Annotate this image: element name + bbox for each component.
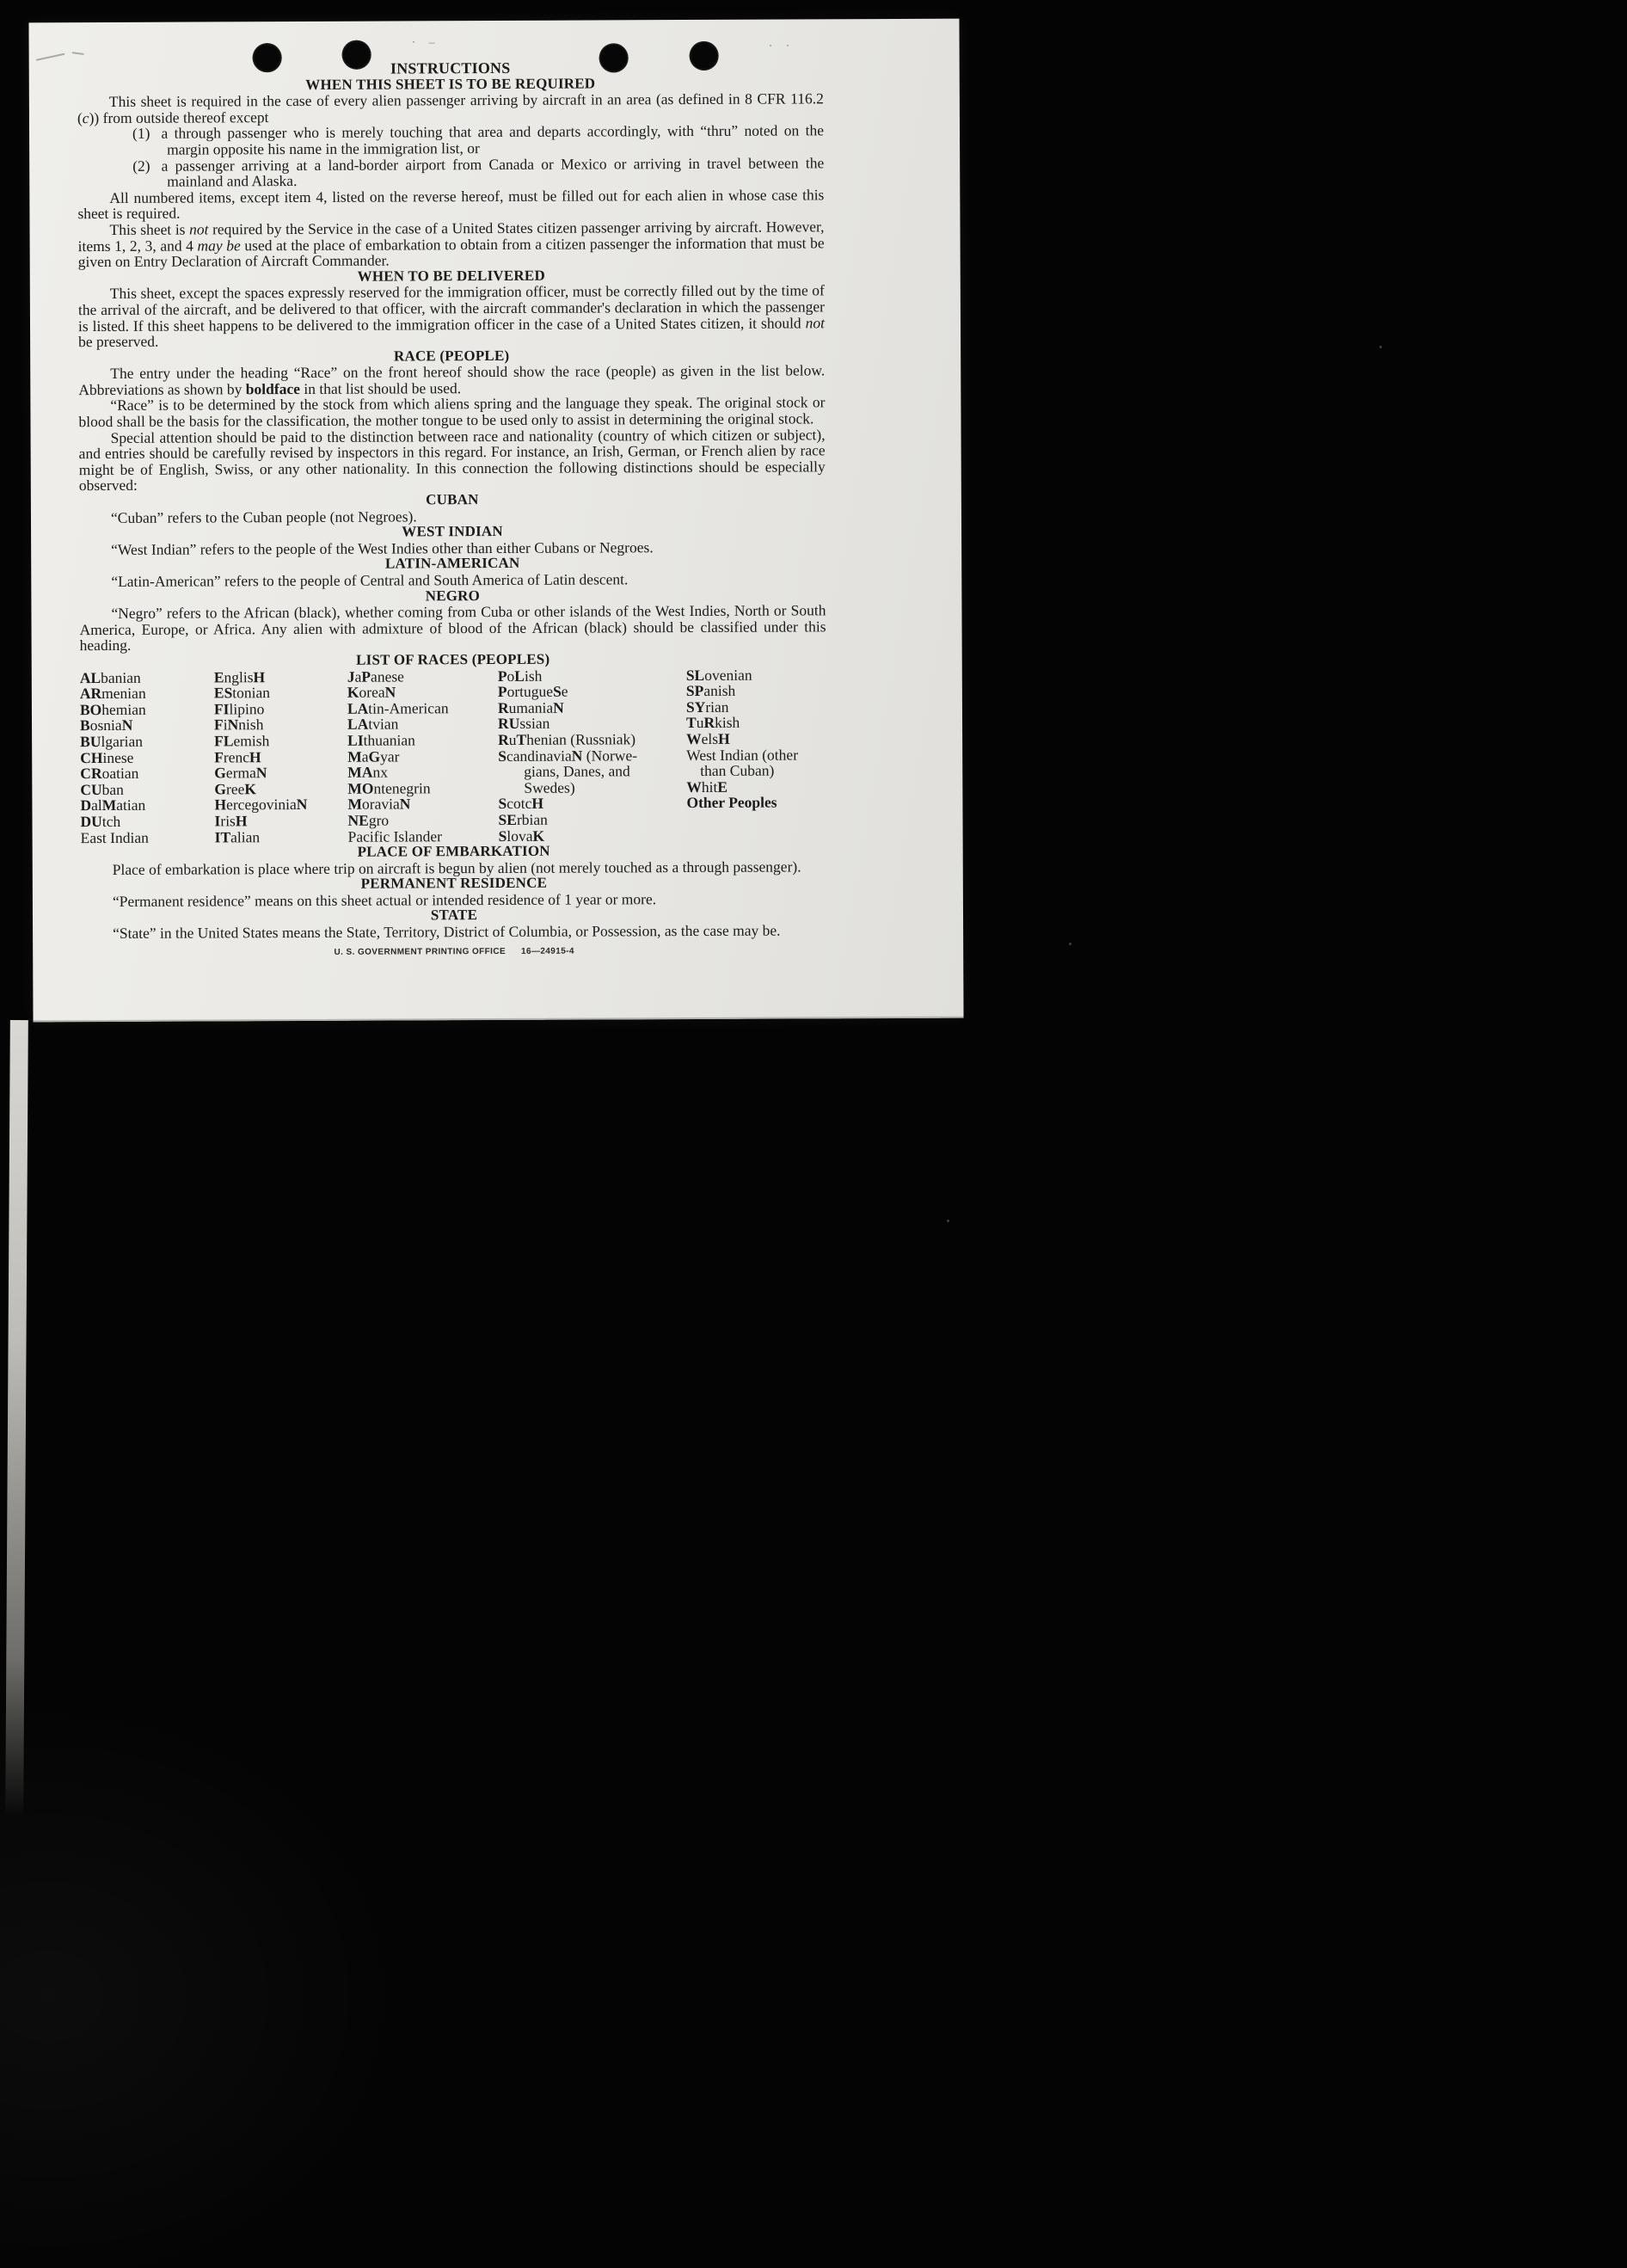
text-run: E [717,778,728,796]
text-run: N [399,795,411,813]
text-run: H [249,747,261,765]
text-run: may be [197,236,241,255]
race-entry [214,716,347,733]
paragraph [78,395,825,430]
text-run: This sheet is [109,220,190,238]
race-entry [498,667,686,685]
text-run: L [514,667,525,685]
text-run: LI [347,731,364,749]
race-entry [214,813,347,829]
text-run: a [361,747,369,765]
text-run: oatian [101,764,139,783]
race-entry [498,699,686,716]
text-run: emish [233,732,270,750]
text-run: nx [372,763,388,781]
text-run: P [497,667,507,685]
race-entry [686,762,826,778]
text-run: “State” in the United States means the State, Territory, District of Columbia, or Possession, as the case may be. [113,921,781,943]
section-heading: WHEN THIS SHEET IS TO BE REQUIRED [305,75,596,93]
race-entry [347,668,498,685]
text-run: G [214,764,226,782]
text-run: Swedes) [524,778,575,796]
race-entry [347,764,498,780]
text-run: AR [79,685,102,703]
text-run: Special attention should be paid to the distinction between race and nationality (country of which citizen or subject), and entries should be carefully revised by inspectors in this regard. For instance, an Irish, German, or French alien by race might be of English, Swiss, or any other nationality. In this connection the following distinctions should be especially observed: [78,425,826,495]
text-run: “Permanent residence” means on this sheet actual or intended residence of 1 year or more. [112,890,657,910]
text-run: FI [213,700,230,718]
text-run: renc [223,747,250,765]
text-run: anese [370,667,404,685]
text-run: G [214,780,227,798]
text-run: kish [715,714,740,732]
text-run: Pacific Islander [347,827,442,845]
text-run: CH [80,748,103,766]
race-entry [499,827,687,845]
text-run: F [213,716,224,734]
text-run: H [718,729,730,747]
text-run: thuanian [363,731,415,749]
text-run: ban [101,780,124,798]
text-run: tch [101,812,121,830]
race-entry [214,780,347,796]
section-heading: WEST INDIAN [402,523,503,540]
race-column [347,668,499,845]
section-heading: RACE (PEOPLE) [393,347,510,365]
text-run: henian (Russniak) [526,730,636,748]
text-run: W [686,778,702,796]
text-run: N [384,683,396,701]
text-run: rian [705,698,729,716]
race-entry [347,796,498,812]
paragraph [79,427,826,494]
paragraph [78,283,825,350]
text-run: nglis [224,667,254,685]
text-run: not [805,313,826,331]
text-run: LA [347,715,369,734]
text-run: K [244,779,257,797]
race-entry [80,813,214,829]
text-run: BO [79,700,102,718]
text-run: B [79,716,90,734]
text-run: a [354,667,362,685]
text-run: I [214,812,221,830]
race-entry [214,796,347,813]
race-entry [348,827,499,844]
text-run: than Cuban) [700,761,775,780]
text-run: S [552,682,562,700]
text-run: ercegovinia [226,796,297,814]
text-run: be preserved. [78,332,159,351]
text-run: ortugue [507,682,554,701]
imprint-number: 16—24915-4 [520,946,574,956]
race-entry [215,828,348,845]
race-entry [80,765,214,782]
text-run: inese [102,748,134,766]
text-run: SE [498,810,517,828]
text-run: tin-American [368,698,449,717]
text-run: in that list should be used. [299,379,462,397]
text-run: oravia [361,795,400,813]
text-run: This sheet, except the spaces expressly reserved for the immigration officer, must be correctly filled out by the time of the arrival of the aircraft, and be delivered to that officer, with the aircraft commander's declaration in which the passenger is listed. If this sheet happens to be delivered to the immigration officer in the case of a United States citizen, it should [77,281,825,335]
paragraph [77,218,824,270]
numbered-item [77,123,824,158]
paragraph [78,363,825,398]
race-entry [80,781,214,797]
text-run: CU [80,780,102,798]
text-run: o [507,667,515,685]
document-content [77,58,828,962]
text-run: P [361,667,371,685]
section-heading: PERMANENT RESIDENCE [360,875,548,892]
race-entry [214,748,347,765]
text-run: All numbered items, except item 4, listed on the reverse hereof, must be filled out for each alien in whose case this sheet is required. [77,186,825,223]
text-run: hit [701,778,718,796]
text-run: Other Peoples [686,793,777,812]
text-run: used at the place of embarkation to obtain from a citizen passenger the information that must be given on Entry Declaration of Aircraft Commander. [77,233,825,271]
race-entry [80,733,214,749]
text-run: gians, Danes, and [524,762,630,780]
paragraph [77,187,824,222]
text-run: N [255,764,267,782]
text-run: e [561,682,568,700]
race-entry [347,684,498,700]
text-run: ish [524,667,543,685]
race-entry [498,683,686,700]
text-run: F [214,747,224,765]
text-run: c [82,108,89,126]
text-run: banian [101,668,141,686]
text-run: K [532,827,545,845]
text-run: W [686,729,702,747]
paragraph [79,603,826,655]
paper-edge-strip [5,1020,28,1818]
text-run: This sheet is required in the case of every alien passenger arriving by aircraft in an area (as defined in 8 CFR 116.2 ( [77,89,824,126]
text-run: H [531,795,543,813]
race-entry [686,795,826,811]
item-number: (1) [132,125,150,143]
race-entry [498,779,686,796]
text-run: M [347,795,363,814]
text-run: menian [101,684,146,703]
section-heading: NEGRO [425,587,481,604]
text-run: N [296,796,308,814]
text-run: BU [80,732,101,751]
text-run: “West Indian” refers to the people of the West Indies other than either Cubans or Negroes. [111,538,654,558]
text-run: H [235,812,248,830]
text-run: boldface [245,379,301,398]
text-run: R [703,714,715,732]
text-run: gro [368,811,390,829]
text-run: nish [238,716,264,734]
scan-mark: · – [411,36,440,50]
race-entry [214,733,347,749]
race-entry [80,797,214,814]
text-run: ris [220,812,236,830]
printing-imprint [81,943,827,962]
text-run: AL [79,668,101,686]
text-run: orea [359,683,385,701]
text-run: els [701,729,719,747]
text-run: a passenger arriving at a land-border airport from Canada or Mexico or arriving in travel between the mainland and Alaska. [161,153,825,190]
text-run: N [121,716,133,734]
text-run: Place of embarkation is place where trip on aircraft is begun by alien (not merely touched as a through passenger). [112,857,801,878]
text-run: E [213,667,224,685]
race-entry [214,701,347,717]
text-run: CR [80,765,102,783]
text-run: alian [230,827,261,845]
text-run: N [227,716,239,734]
text-run: hemian [101,700,146,718]
text-run: The entry under the heading “Race” on the front hereof should show the race (people) as given in the list below. Abbreviations as shown by [78,361,826,398]
text-run: rbian [516,810,548,828]
text-run: yar [380,747,400,765]
text-run: S [498,827,507,845]
race-entry [347,700,498,716]
race-column [498,667,687,844]
scan-speck [1379,346,1382,348]
text-run: R [497,698,509,716]
text-run: N [553,698,564,716]
text-run: u [508,730,517,748]
paragraph [77,91,824,126]
race-column [214,668,348,845]
text-run: NE [347,811,369,829]
race-entry [498,795,686,812]
scan-mark: · · [768,40,795,53]
text-run: SY [685,698,706,716]
text-run: ntenegrin [373,779,431,797]
text-run: i [223,716,228,734]
race-column [686,667,827,843]
race-entry [498,763,686,780]
race-entry [214,685,347,701]
race-entry [498,811,686,828]
text-run: DU [80,812,102,831]
section-heading: CUBAN [426,491,479,508]
document-body [77,75,827,942]
text-run: West Indian (other [686,746,799,764]
race-entry [347,780,498,796]
text-run: N [571,747,583,765]
race-entry [347,716,498,732]
text-run: lova [507,827,533,845]
race-entry [80,685,214,702]
section-heading: WHEN TO BE DELIVERED [357,267,545,285]
text-run: a through passenger who is merely touching that area and departs accordingly, with “thru” noted on the margin opposite his name in the immigration list, or [161,121,825,158]
text-run: “Negro” refers to the African (black), whether coming from Cuba or other islands of the West Indies, North or South America, Europe, or Africa. Any alien with admixture of blood of the African (black) should be classified under this heading. [79,601,826,655]
text-run: S [498,795,507,813]
paragraph [81,922,827,941]
text-run: T [685,714,697,732]
race-entry [80,749,214,765]
race-entry [498,731,686,748]
race-entry [81,829,215,845]
section-heading: STATE [430,907,478,924]
race-entry [347,748,498,765]
race-entry [686,778,826,795]
section-heading: LATIN-AMERICAN [384,555,520,572]
text-run: lipino [229,699,265,718]
text-run: East Indian [80,828,149,846]
text-run: LA [347,699,369,717]
text-run: ovenian [704,666,752,684]
section-heading: PLACE OF EMBARKATION [357,842,550,860]
text-run: FL [214,732,234,750]
text-run: al [91,796,102,814]
text-run: IT [214,827,231,845]
text-run: H [253,667,266,685]
text-run: required by the Service in the case of a United States citizen passenger arriving by aircraft. However, items 1, 2, 3, and 4 [77,218,825,255]
scan-speck [947,1220,949,1222]
race-entry [214,765,347,781]
race-entry [686,747,826,763]
text-run: ssian [519,715,550,733]
race-entry [80,701,214,717]
text-run: S [498,747,507,765]
text-run: erma [225,764,256,782]
text-run: anish [703,681,736,700]
text-run: “Cuban” refers to the Cuban people (not Negroes). [110,507,417,526]
text-run: not [189,220,209,238]
race-entry [498,715,686,732]
text-run: P [497,683,507,701]
race-entry [686,730,826,747]
text-run: umania [508,698,554,716]
text-run: )) from outside thereof except [89,108,269,126]
text-run: candinavia [506,747,572,765]
race-list [80,667,827,845]
text-run: u [696,714,704,732]
text-run: “Race” is to be determined by the stock from which aliens spring and the language they speak. The original stock or blood shall be the basis for the classification, the mother tongue to be used only to assist in determining the original stock. [78,393,826,431]
race-entry [214,668,347,685]
text-run: K [347,683,359,701]
race-column [80,669,215,845]
text-run: T [516,730,527,748]
document-title: INSTRUCTIONS [390,58,511,77]
text-run: M [347,747,362,765]
race-entry [498,747,686,765]
text-run: (Norwe- [582,746,638,765]
text-run: tvian [368,715,399,733]
text-run: RU [497,715,520,733]
text-run: SL [685,666,705,684]
section-heading: LIST OF RACES (PEOPLES) [356,650,550,668]
text-run: ES [213,684,233,702]
text-run: R [498,730,509,748]
text-run: osnia [89,716,122,734]
race-entry [80,717,214,734]
text-run: cotc [507,795,532,813]
imprint-office: U. S. GOVERNMENT PRINTING OFFICE [334,946,507,957]
document-sheet [28,19,963,1023]
text-run: MO [347,779,374,797]
text-run: H [214,796,227,814]
text-run: G [368,747,381,765]
race-entry [686,715,826,731]
text-run: ree [225,779,245,798]
text-run: atian [116,796,146,814]
race-entry [80,669,214,685]
text-run: lgarian [101,732,144,750]
item-number: (2) [132,157,150,175]
scan-speck [1069,943,1071,945]
text-run: SP [685,682,704,700]
text-run: MA [347,763,373,781]
text-run: M [101,796,117,814]
race-entry [686,667,826,683]
text-run: “Latin-American” refers to the people of Central and South America of Latin descent. [111,570,629,590]
race-entry [686,682,826,698]
race-entry [347,812,498,828]
race-entry [347,732,498,748]
text-run: D [80,796,92,814]
race-entry [686,698,826,715]
text-run: J [347,667,355,685]
numbered-item [77,155,824,190]
text-run: tonian [232,684,271,702]
